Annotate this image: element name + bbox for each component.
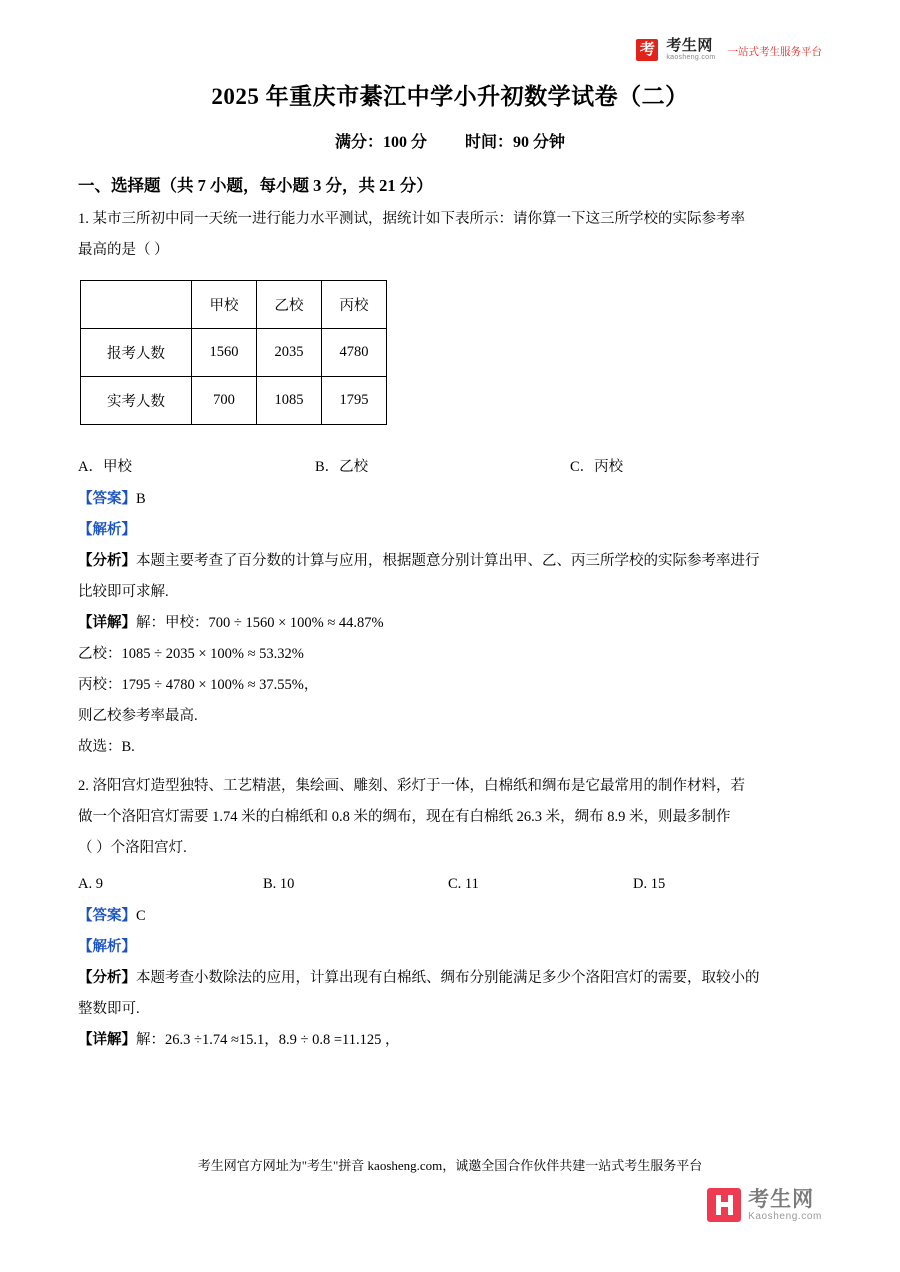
q1-analysis-row xyxy=(78,515,822,546)
q2-stem-line3: （ ）个洛阳宫灯. xyxy=(78,840,187,856)
q2-option-c[interactable]: C. 11 xyxy=(448,876,479,892)
q2-answer-row xyxy=(78,901,822,932)
q2-fenxi-line1 xyxy=(78,963,822,994)
q1-fenxi-line1 xyxy=(78,546,822,577)
footer-logo-text xyxy=(748,1188,822,1222)
table-cell: 1795 xyxy=(322,377,387,425)
table-cell: 2035 xyxy=(257,329,322,377)
table-row xyxy=(81,329,387,377)
table-cell: 1560 xyxy=(192,329,257,377)
footer-logo-en: Kaosheng.com xyxy=(748,1211,822,1223)
brand-logo-cn: 考生网 xyxy=(666,37,713,54)
q2-stem-line2: 做一个洛阳宫灯需要 1.74 米的白棉纸和 0.8 米的绸布，现在有白棉纸 26.3 米，绸布 8.9 米，则最多制作 xyxy=(78,809,731,825)
footer-brand-logo xyxy=(707,1188,822,1222)
q2-answer-value: C xyxy=(136,908,146,924)
exam-meta xyxy=(78,111,822,152)
q2-analysis-tag: 【解析】 xyxy=(78,939,136,955)
page-title: 2025 年重庆市綦江中学小升初数学试卷（二） xyxy=(211,84,689,109)
footer-logo-cn: 考生网 xyxy=(748,1188,815,1211)
q2-options xyxy=(78,876,822,893)
q2-fenxi-line2: 整数即可. xyxy=(78,1001,140,1017)
brand-logo-mark: 考 xyxy=(636,39,658,61)
q1-fenxi-text1: 本题主要考查了百分数的计算与应用，根据题意分别计算出甲、乙、丙三所学校的实际参考率进行 xyxy=(136,553,760,569)
table-row xyxy=(81,281,387,329)
q1-answer-row xyxy=(78,484,822,515)
q1-table-wrap xyxy=(80,280,822,425)
table-header-jia: 甲校 xyxy=(192,281,257,329)
q2-analysis-row xyxy=(78,932,822,963)
q1-option-b[interactable]: B．乙校 xyxy=(315,459,369,475)
q1-xiangjie-line1 xyxy=(78,608,822,639)
q1-xiangjie-text1: 解：甲校：700 ÷ 1560 × 100% ≈ 44.87% xyxy=(136,615,384,631)
q2-option-d[interactable]: D. 15 xyxy=(633,876,666,892)
q1-fenxi-tag: 【分析】 xyxy=(78,553,136,569)
table-cell: 4780 xyxy=(322,329,387,377)
table-row-label: 实考人数 xyxy=(81,377,192,425)
q1-stem-line1: 1. 某市三所初中同一天统一进行能力水平测试，据统计如下表所示：请你算一下这三所学校的实际参考率 xyxy=(78,211,745,227)
table-row xyxy=(81,377,387,425)
exam-score: 满分：100 分 xyxy=(334,134,427,151)
exam-time: 时间：90 分钟 xyxy=(465,134,566,151)
q1-xiangjie-line5: 故选：B. xyxy=(78,739,135,755)
brand-logo-en: kaosheng.com xyxy=(666,53,716,61)
table-header-yi: 乙校 xyxy=(257,281,322,329)
table-cell-corner xyxy=(81,281,192,329)
table-cell: 1085 xyxy=(257,377,322,425)
q2-option-b[interactable]: B. 10 xyxy=(263,876,295,892)
q1-data-table xyxy=(80,280,387,425)
table-cell: 700 xyxy=(192,377,257,425)
section-heading: 一、选择题（共 7 小题，每小题 3 分，共 21 分） xyxy=(78,176,433,195)
q2-option-a[interactable]: A. 9 xyxy=(78,876,103,892)
table-row-label: 报考人数 xyxy=(81,329,192,377)
brand-slogan: 一站式考生服务平台 xyxy=(727,46,822,59)
q2-xiangjie-line1 xyxy=(78,1025,822,1056)
q2-answer-tag: 【答案】 xyxy=(78,908,136,924)
q1-stem-line2: 最高的是（ ） xyxy=(78,242,169,258)
q1-options xyxy=(78,455,822,476)
q2-fenxi-tag: 【分析】 xyxy=(78,970,136,986)
q1-xiangjie-line4: 则乙校参考率最高. xyxy=(78,708,198,724)
q2-xiangjie-tag: 【详解】 xyxy=(78,1032,136,1048)
table-header-bing: 丙校 xyxy=(322,281,387,329)
footer-note: 考生网官方网址为"考生"拼音 kaosheng.com，诚邀全国合作伙伴共建一站式考生服务平台 xyxy=(197,1158,703,1173)
q1-answer-tag: 【答案】 xyxy=(78,491,136,507)
q2-stem-line1: 2. 洛阳宫灯造型独特、工艺精湛，集绘画、雕刻、彩灯于一体，白棉纸和绸布是它最常用的制作材料，若 xyxy=(78,778,745,794)
q1-option-c[interactable]: C．丙校 xyxy=(570,459,624,475)
q1-xiangjie-tag: 【详解】 xyxy=(78,615,136,631)
q1-xiangjie-line3: 丙校：1795 ÷ 4780 × 100% ≈ 37.55%， xyxy=(78,677,319,693)
q2-xiangjie-text1: 解：26.3 ÷1.74 ≈15.1，8.9 ÷ 0.8 =11.125 ， xyxy=(136,1032,400,1048)
brand-logo-text xyxy=(666,38,715,61)
q1-analysis-tag: 【解析】 xyxy=(78,522,136,538)
q1-fenxi-line2: 比较即可求解. xyxy=(78,584,169,600)
q1-answer-value: B xyxy=(136,491,146,507)
brand-logo xyxy=(636,38,822,61)
q1-option-a[interactable]: A．甲校 xyxy=(78,459,132,475)
q2-fenxi-text1: 本题考查小数除法的应用，计算出现有白棉纸、绸布分别能满足多少个洛阳宫灯的需要，取较小的 xyxy=(136,970,760,986)
footer-logo-mark xyxy=(707,1188,741,1222)
q1-xiangjie-line2: 乙校：1085 ÷ 2035 × 100% ≈ 53.32% xyxy=(78,646,304,662)
